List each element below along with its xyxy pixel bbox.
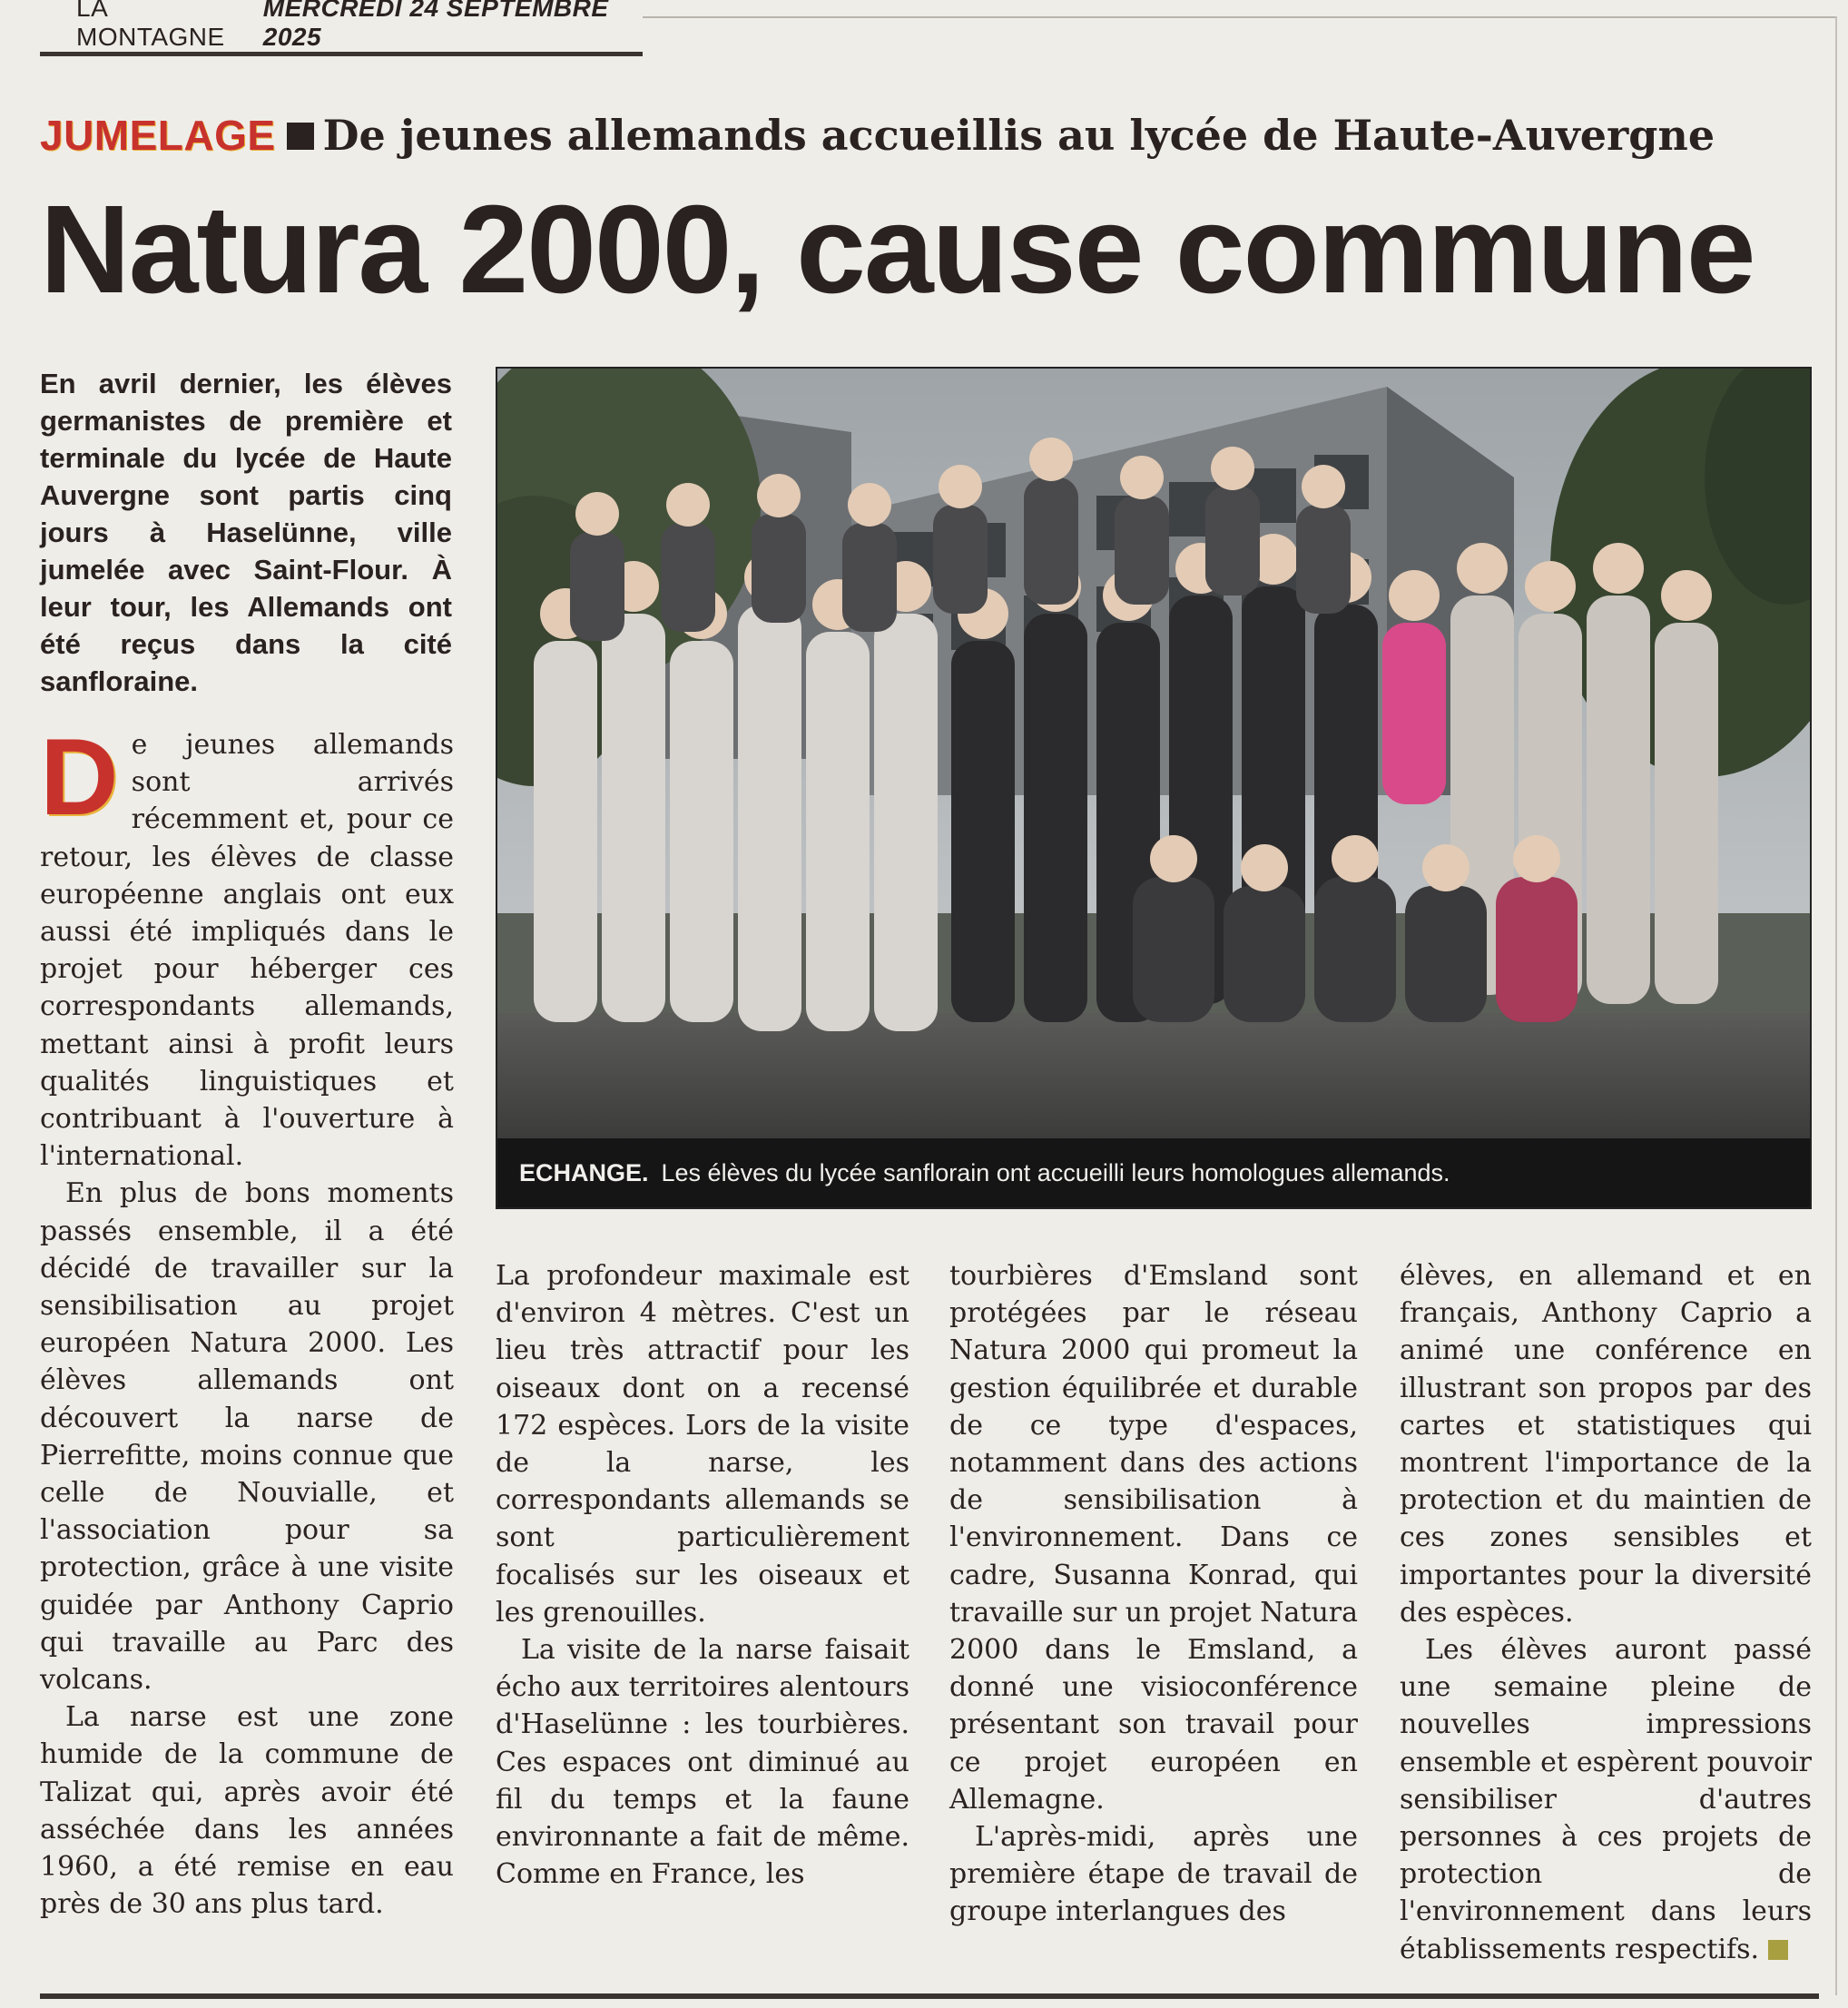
body-paragraph: La narse est une zone humide de la commune de Talizat qui, après avoir été asséchée dans les années 1960, a été remise en eau près de 30 ans plus tard. [40, 1701, 454, 1921]
paragraph-text: e jeunes allemands sont arrivés récemment et, pour ce retour, les élèves de classe européenne anglais ont eux aussi été impliqués dans le projet pour héberger ces correspondants allemands, mettant ainsi à profit leurs qualités linguistiques et contribuant à l'ouverture à l'international. [40, 729, 454, 1173]
group-photo-image [497, 369, 1810, 1138]
column-rule [1835, 16, 1837, 1995]
body-paragraph [1400, 1631, 1812, 1968]
caption-label: ECHANGE. [519, 1158, 649, 1186]
photo-caption [497, 1138, 1810, 1207]
bottom-rule [40, 1993, 1819, 1999]
drop-cap: D [40, 716, 119, 838]
body-paragraph: La visite de la narse faisait écho aux territoires alentours d'Haselünne : les tourbières. Ces espaces ont diminué au fil du temps et la faune environnante a fait de même. Comme en France, les [496, 1634, 909, 1891]
group-photo [496, 367, 1812, 1209]
page-header [40, 0, 643, 56]
article-column-3 [949, 1257, 1358, 1931]
end-mark-icon [1768, 1940, 1788, 1960]
body-paragraph: La profondeur maximale est d'environ 4 mètres. C'est un lieu très attractif pour les oiseaux dont on a recensé 172 espèces. Lors de la visite de la narse, les correspondants allemands se sont particulièrement focalisés sur les oiseaux et les grenouilles. [496, 1260, 909, 1629]
article-column-2 [496, 1257, 909, 1893]
top-rule [643, 16, 1837, 18]
body-paragraph: En plus de bons moments passés ensemble, il a été décidé de travailler sur la sensibilisation au projet européen Natura 2000. Les élèves allemands ont découvert la narse de Pierrefitte, moins connue que celle de Nouvialle, et l'association pour sa protection, grâce à une visite guidée par Anthony Caprio qui travaille au Parc des volcans. [40, 1177, 454, 1697]
body-paragraph: élèves, en allemand et en français, Anthony Caprio a animé une conférence en illustrant son propos par des cartes et statistiques qui montrent l'importance de la protection et du maintien de ces zones sensibles et importantes pour la diversité des espèces. [1400, 1260, 1812, 1629]
paragraph-text: Les élèves auront passé une semaine pleine de nouvelles impressions ensemble et espèrent pouvoir sensibiliser d'autres personnes à ces projets de protection de l'environnement dans leurs établissements respectifs. [1400, 1634, 1812, 1965]
caption-text: Les élèves du lycée sanflorain ont accueilli leurs homologues allemands. [661, 1158, 1450, 1186]
rubric-label: JUMELAGE [40, 112, 276, 159]
newspaper-name: LA MONTAGNE [76, 0, 225, 51]
article-subtitle: De jeunes allemands accueillis au lycée de Haute-Auvergne [322, 111, 1715, 160]
article-headline: Natura 2000, cause commune [40, 180, 1755, 320]
issue-date: MERCREDI 24 SEPTEMBRE 2025 [262, 0, 609, 51]
article-column-1 [40, 716, 454, 1924]
body-paragraph: L'après-midi, après une première étape de travail de groupe interlangues des [949, 1821, 1358, 1928]
article-column-4 [1400, 1257, 1812, 1968]
square-bullet-icon [287, 123, 314, 150]
article-lead: En avril dernier, les élèves germanistes de première et terminale du lycée de Haute Auvergne sont partis cinq jours à Haselünne, ville jumelée avec Saint-Flour. À leur tour, les Allemands ont été reçus dans la cité sanfloraine. [40, 368, 452, 697]
body-paragraph: tourbières d'Emsland sont protégées par le réseau Natura 2000 qui promeut la gestion équilibrée et durable de ce type d'espaces, notamment dans des actions de sensibilisation à l'environnement. Dans ce cadre, Susanna Konrad, qui travaille sur un projet Natura 2000 dans le Emsland, a donné une visioconférence présentant son travail pour ce projet européen en Allemagne. [949, 1260, 1358, 1816]
article-kicker [40, 111, 1764, 160]
body-paragraph [40, 716, 454, 1175]
